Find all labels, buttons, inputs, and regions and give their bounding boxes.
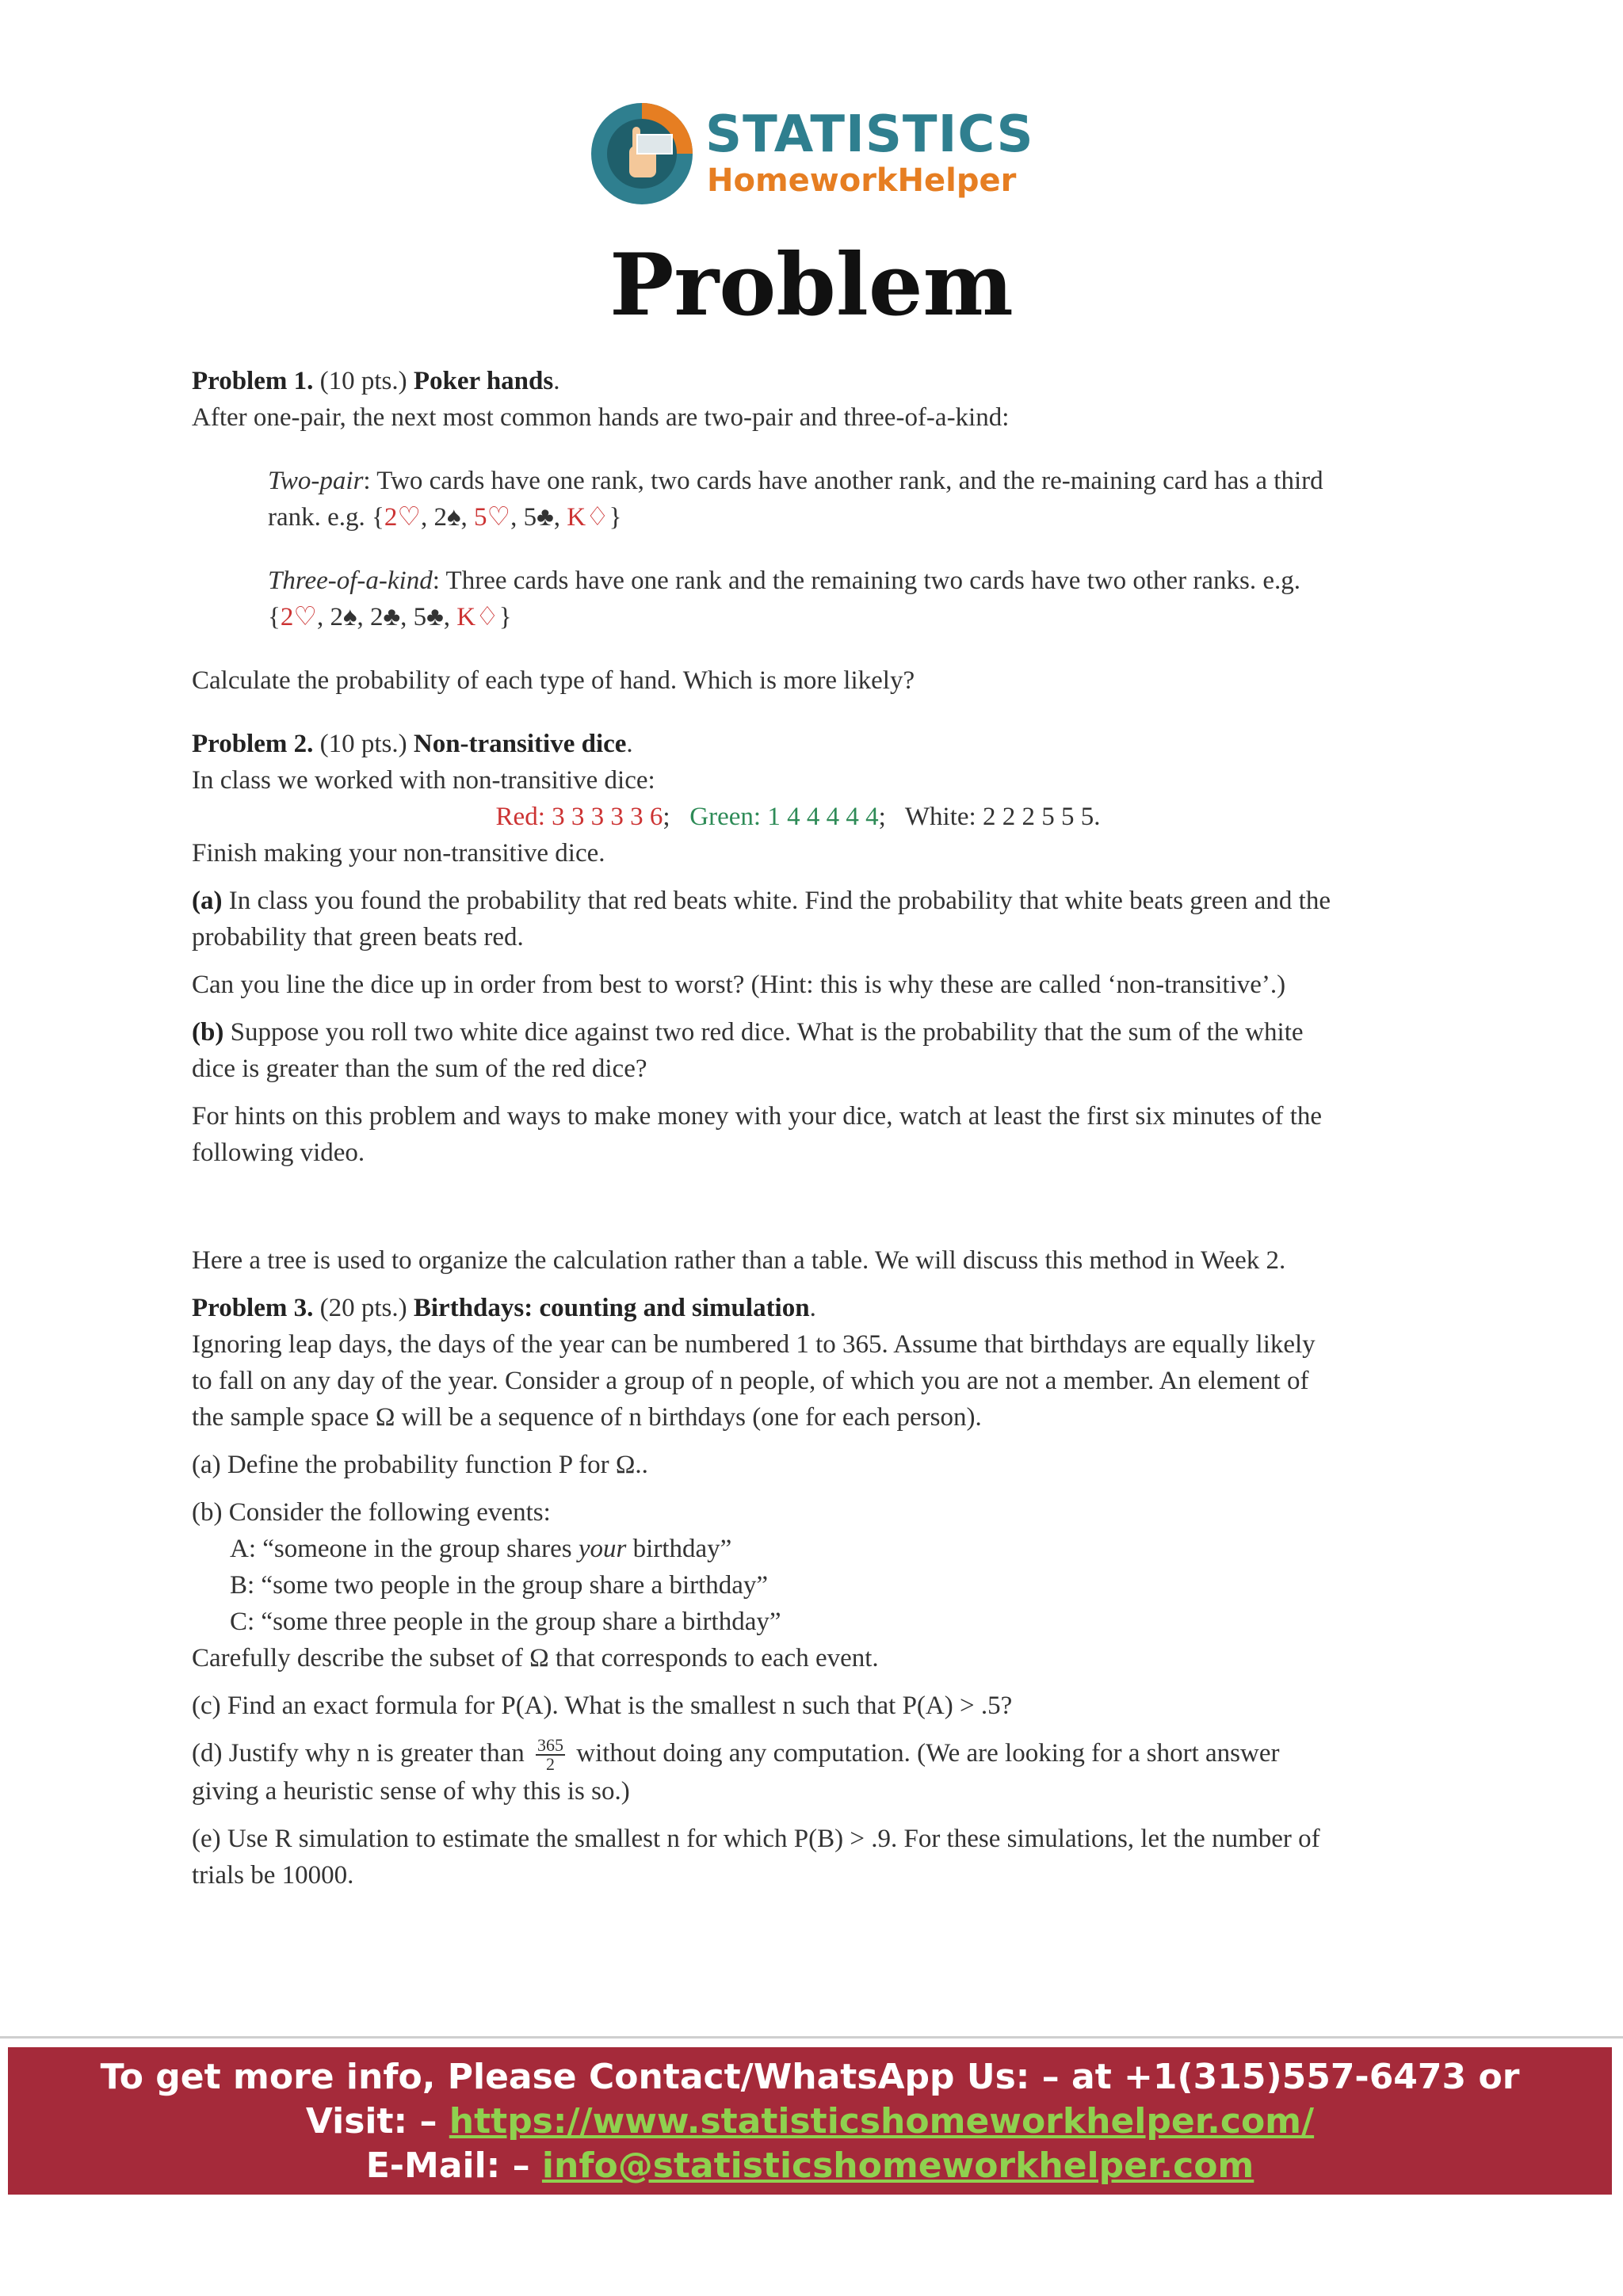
- white-die: White: 2 2 2 5 5 5.: [904, 803, 1101, 831]
- problem-3-label: Problem 3.: [192, 1294, 314, 1322]
- event-c: C: “some three people in the group share a birthday”: [230, 1608, 781, 1636]
- part-d-post: without doing any computation. (We are looking for a short answer giving a heuristic sense of why this is so.): [192, 1739, 1280, 1806]
- card: 2♠: [330, 603, 357, 631]
- problem-1-points: (10 pts.): [319, 367, 407, 395]
- problem-3-intro: Ignoring leap days, the days of the year can be numbered 1 to 365. Assume that birthdays are equally likely to fall on any day of the year. Consider a group of n people, of which you are not a member. An element of the sample space Ω will be a sequence of n birthdays (one for each person).: [192, 1330, 1316, 1432]
- page-title: Problem: [609, 235, 1014, 335]
- problem-2-tree-note: Here a tree is used to organize the calculation rather than a table. We will discuss this method in Week 2.: [192, 1246, 1286, 1275]
- problem-2-heading: Problem 2. (10 pts.) Non-transitive dice.: [192, 730, 633, 758]
- part-d-pre: (d) Justify why n is greater than: [192, 1739, 525, 1768]
- problem-2-label: Problem 2.: [192, 730, 314, 758]
- fraction-denominator: 2: [546, 1754, 555, 1775]
- fraction-numerator: 365: [537, 1735, 563, 1756]
- problem-3-subset: Carefully describe the subset of Ω that corresponds to each event.: [192, 1644, 879, 1672]
- footer-divider: [0, 2036, 1623, 2039]
- problem-3-part-d: [192, 1735, 1341, 1810]
- two-pair-label: Two-pair: [268, 467, 364, 495]
- event-b: B: “some two people in the group share a birthday”: [230, 1571, 769, 1600]
- footer-visit-line: [8, 2100, 1612, 2144]
- card: K♢: [456, 603, 499, 631]
- problem-3-part-a: (a) Define the probability function P for Ω..: [192, 1451, 648, 1479]
- problem-1-label: Problem 1.: [192, 367, 314, 395]
- problem-2-name: Non-transitive dice: [413, 730, 627, 758]
- event-a-pre: A: “someone in the group shares: [230, 1535, 579, 1563]
- problem-2-part-b: [192, 1014, 1341, 1087]
- problem-2-part-a: [192, 883, 1341, 955]
- logo-text-homeworkhelper: HomeworkHelper: [707, 162, 1017, 199]
- card: 2♡: [280, 603, 317, 631]
- two-pair-definition: Two-pair: Two cards have one rank, two cards have another rank, and the re-maining card has a third rank. e.g. {2♡, 2♠, 5♡, 5♣, K♢}: [268, 467, 1323, 532]
- footer-visit-label: Visit: –: [305, 2101, 437, 2142]
- part-b-text: Suppose you roll two white dice against two red dice. What is the probability that the sum of the white dice is greater than the sum of the red dice?: [192, 1018, 1304, 1083]
- problem-2-points: (10 pts.): [319, 730, 407, 758]
- document-body: [192, 363, 1341, 1894]
- logo: [588, 100, 1034, 209]
- part-a-label: (a): [192, 887, 223, 915]
- problem-1-heading: Problem 1. (10 pts.) Poker hands.: [192, 367, 560, 395]
- email-link[interactable]: info@statisticshomeworkhelper.com: [541, 2145, 1254, 2186]
- card: 2♡: [384, 503, 421, 532]
- card: 2♠: [433, 503, 461, 532]
- fraction: [536, 1737, 565, 1773]
- dice-values: Red: 3 3 3 3 3 6; Green: 1 4 4 4 4 4; White: 2 2 2 5 5 5.: [495, 803, 1101, 831]
- red-die: Red: 3 3 3 3 3 6: [495, 803, 663, 831]
- footer-contact-line: To get more info, Please Contact/WhatsApp Us: – at +1(315)557-6473 or: [100, 2057, 1520, 2097]
- problem-2-finish: Finish making your non-transitive dice.: [192, 839, 605, 868]
- three-of-a-kind-definition: Three-of-a-kind: Three cards have one rank and the remaining two cards have two other ranks. e.g. {2♡, 2♠, 2♣, 5♣, K♢}: [268, 566, 1301, 631]
- event-a-emphasis: your: [578, 1535, 627, 1563]
- three-of-a-kind-text: Three cards have one rank and the remaining two cards have two other ranks. e.g. {: [268, 566, 1301, 631]
- contact-footer: [8, 2047, 1612, 2195]
- problem-3-part-e: (e) Use R simulation to estimate the smallest n for which P(B) > .9. For these simulations, let the number of trials be 10000.: [192, 1825, 1320, 1890]
- card: 5♡: [474, 503, 511, 532]
- event-a: [230, 1531, 1341, 1567]
- green-die: Green: 1 4 4 4 4 4: [689, 803, 879, 831]
- problem-3-points: (20 pts.): [319, 1294, 407, 1322]
- website-link[interactable]: https://www.statisticshomeworkhelper.com/: [449, 2101, 1315, 2142]
- part-a-text: In class you found the probability that red beats white. Find the probability that white beats green and the probability that green beats red.: [192, 887, 1331, 952]
- problem-2-hints: For hints on this problem and ways to make money with your dice, watch at least the first six minutes of the following video.: [192, 1102, 1323, 1167]
- event-a-post: birthday”: [626, 1535, 732, 1563]
- part-b-label: (b): [192, 1018, 224, 1047]
- two-pair-text: Two cards have one rank, two cards have another rank, and the re-maining card has a third rank. e.g. {: [268, 467, 1323, 532]
- card: 5♣: [523, 503, 554, 532]
- problem-3-name: Birthdays: counting and simulation: [413, 1294, 810, 1322]
- problem-1-intro: After one-pair, the next most common hands are two-pair and three-of-a-kind:: [192, 403, 1010, 432]
- problem-3-part-c: (c) Find an exact formula for P(A). What is the smallest n such that P(A) > .5?: [192, 1691, 1013, 1720]
- card: K♢: [567, 503, 609, 532]
- footer-email-line: [8, 2144, 1612, 2188]
- card: 5♣: [413, 603, 444, 631]
- problem-2-part-a-followup: Can you line the dice up in order from best to worst? (Hint: this is why these are called ‘non-transitive’.): [192, 971, 1286, 999]
- problem-3-part-b: (b) Consider the following events:: [192, 1498, 551, 1527]
- footer-email-label: E-Mail: –: [365, 2145, 530, 2186]
- logo-icon: [588, 100, 696, 208]
- problem-3-heading: Problem 3. (20 pts.) Birthdays: counting and simulation.: [192, 1294, 816, 1322]
- problem-1-name: Poker hands: [413, 367, 554, 395]
- card: 2♣: [369, 603, 401, 631]
- problem-2-intro: In class we worked with non-transitive dice:: [192, 766, 655, 795]
- logo-text-statistics: STATISTICS: [705, 105, 1034, 164]
- problem-1-question: Calculate the probability of each type of hand. Which is more likely?: [192, 666, 915, 695]
- three-of-a-kind-label: Three-of-a-kind: [268, 566, 433, 595]
